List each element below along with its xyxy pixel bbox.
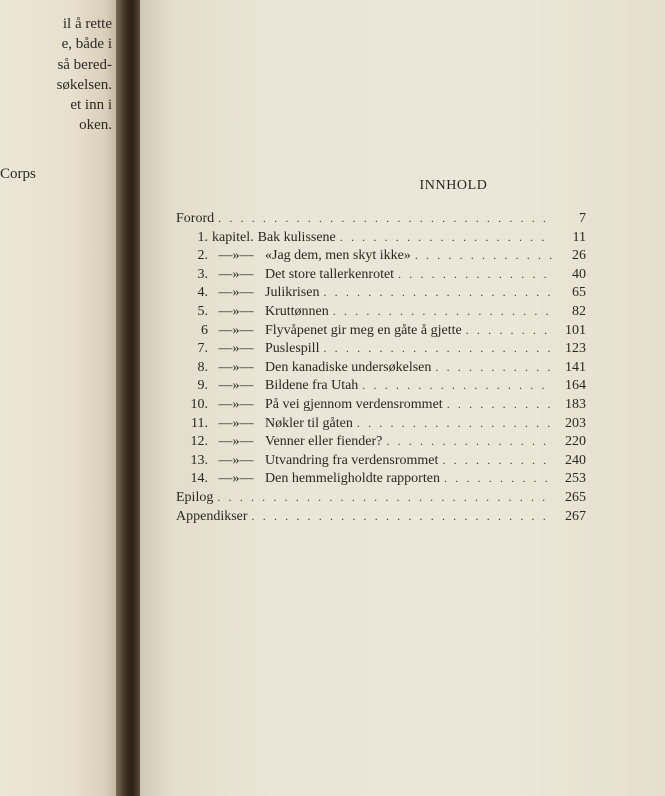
- toc-leader-dots: [333, 304, 552, 319]
- toc-chapter-number: 9.: [197, 378, 208, 394]
- toc-row: [176, 248, 586, 267]
- toc-ditto-mark: —»—: [218, 248, 254, 264]
- left-line: oken.: [79, 117, 112, 134]
- toc-row: [176, 434, 586, 453]
- toc-row: [176, 471, 586, 490]
- toc-leader-dots: [362, 378, 552, 393]
- toc-ditto-mark: —»—: [218, 285, 254, 301]
- toc-chapter-number: 5.: [197, 303, 208, 319]
- left-line: il å rette: [62, 16, 112, 32]
- toc-row: [176, 323, 586, 342]
- toc-leader-dots: [357, 416, 552, 431]
- toc-page-number: 164: [565, 378, 586, 394]
- toc-chapter-number: 2.: [197, 248, 208, 264]
- toc-ditto-mark: —»—: [218, 471, 254, 487]
- toc-chapter-label: kapitel.: [212, 229, 254, 245]
- toc-leader-dots: [447, 397, 552, 412]
- toc-row: [176, 267, 586, 286]
- toc-page-number: 7: [579, 211, 586, 226]
- toc-row: [176, 230, 586, 249]
- toc-ditto-mark: —»—: [218, 415, 254, 431]
- toc-chapter-title: Den hemmeligholdte rapporten: [265, 471, 440, 487]
- toc-row: [176, 509, 586, 528]
- toc-page-number: 26: [572, 248, 586, 264]
- toc-chapter-title: Utvandring fra verdensrommet: [265, 452, 439, 468]
- toc-ditto-mark: —»—: [218, 434, 254, 450]
- toc-leader-dots: [218, 211, 552, 226]
- toc-page-number: 82: [572, 303, 586, 319]
- toc-ditto-mark: —»—: [218, 322, 254, 338]
- toc-chapter-title: Den kanadiske undersøkelsen: [265, 359, 432, 375]
- toc-leader-dots: [435, 360, 552, 375]
- toc-page-number: 65: [572, 285, 586, 301]
- toc-ditto-mark: —»—: [218, 378, 254, 394]
- toc-chapter-number: 4.: [197, 285, 208, 301]
- left-line: et inn i: [70, 97, 112, 114]
- toc-ditto-mark: —»—: [218, 303, 254, 319]
- toc-chapter-number: 7.: [197, 341, 208, 357]
- toc-page-number: 11: [572, 229, 586, 245]
- toc-heading: INNHOLD: [419, 178, 488, 193]
- toc-chapter-title: Bildene fra Utah: [265, 378, 359, 394]
- toc-ditto-mark: —»—: [218, 452, 254, 468]
- toc-chapter-number: 6: [201, 322, 208, 338]
- toc-chapter-number: 3.: [197, 266, 208, 282]
- toc-chapter-number: 1.: [197, 229, 208, 245]
- toc-row: [176, 341, 586, 360]
- left-corps-text: Corps: [0, 166, 36, 182]
- toc-page-number: 253: [565, 471, 586, 487]
- toc-row: [176, 360, 586, 379]
- toc-page-number: 123: [565, 341, 586, 357]
- toc-ditto-mark: —»—: [218, 396, 254, 412]
- toc-chapter-title: Puslespill: [265, 341, 320, 357]
- toc-page-number: 220: [565, 434, 586, 450]
- toc-leader-dots: [252, 509, 552, 524]
- toc-chapter-number: 8.: [197, 359, 208, 375]
- left-line: søkelsen.: [56, 76, 112, 93]
- toc-leader-dots: [323, 341, 552, 356]
- toc-entry-title: Epilog: [176, 489, 214, 505]
- toc-row: [176, 397, 586, 416]
- toc-chapter-number: 10.: [190, 396, 208, 412]
- left-line: e, både i: [61, 36, 112, 53]
- toc-chapter-title: På vei gjennom verdensrommet: [265, 396, 443, 412]
- toc-chapter-title: Nøkler til gåten: [265, 415, 353, 431]
- toc-row: [176, 304, 586, 323]
- toc-chapter-title: «Jag dem, men skyt ikke»: [265, 248, 411, 264]
- toc-chapter-title: Bak kulissene: [257, 229, 336, 245]
- toc-chapter-number: 13.: [190, 452, 208, 468]
- left-page-text: [57, 14, 112, 136]
- toc-chapter-number: 14.: [190, 471, 208, 487]
- toc-ditto-mark: —»—: [218, 359, 254, 375]
- toc-page-number: 101: [565, 322, 586, 338]
- toc-leader-dots: [398, 267, 552, 282]
- toc-leader-dots: [444, 471, 552, 486]
- toc-leader-dots: [386, 434, 552, 449]
- toc-page-number: 183: [565, 396, 586, 412]
- toc-chapter-title: Det store tallerkenrotet: [265, 266, 395, 282]
- toc-chapter-number: 12.: [190, 434, 208, 450]
- toc-entry-title: Forord: [176, 211, 215, 226]
- toc-leader-dots: [217, 490, 552, 505]
- toc-page-number: 240: [565, 452, 586, 468]
- toc-row: [176, 285, 586, 304]
- toc-chapter-title: Flyvåpenet gir meg en gåte å gjette: [265, 322, 462, 338]
- toc-row: [176, 453, 586, 472]
- toc-leader-dots: [466, 323, 552, 338]
- toc-leader-dots: [323, 285, 552, 300]
- toc-ditto-mark: —»—: [218, 341, 254, 357]
- toc-row: [176, 378, 586, 397]
- right-page: [140, 0, 665, 796]
- toc-chapter-number: 11.: [191, 415, 208, 431]
- toc-row: [176, 490, 586, 509]
- toc-page-number: 203: [565, 415, 586, 431]
- toc-leader-dots: [415, 248, 552, 263]
- table-of-contents: [176, 211, 586, 527]
- toc-leader-dots: [442, 453, 552, 468]
- toc-page-number: 40: [572, 266, 586, 282]
- toc-chapter-title: Venner eller fiender?: [265, 434, 383, 450]
- toc-page-number: 141: [565, 359, 586, 375]
- toc-ditto-mark: —»—: [218, 266, 254, 282]
- toc-page-number: 267: [565, 508, 586, 524]
- left-line: så bered-: [57, 56, 112, 73]
- left-page: [0, 0, 120, 796]
- toc-entry-title: Appendikser: [176, 508, 248, 524]
- toc-chapter-title: Kruttønnen: [265, 303, 329, 319]
- toc-row: [176, 416, 586, 435]
- toc-leader-dots: [340, 230, 552, 245]
- toc-row: [176, 211, 586, 230]
- toc-page-number: 265: [565, 489, 586, 505]
- toc-chapter-title: Julikrisen: [265, 285, 320, 301]
